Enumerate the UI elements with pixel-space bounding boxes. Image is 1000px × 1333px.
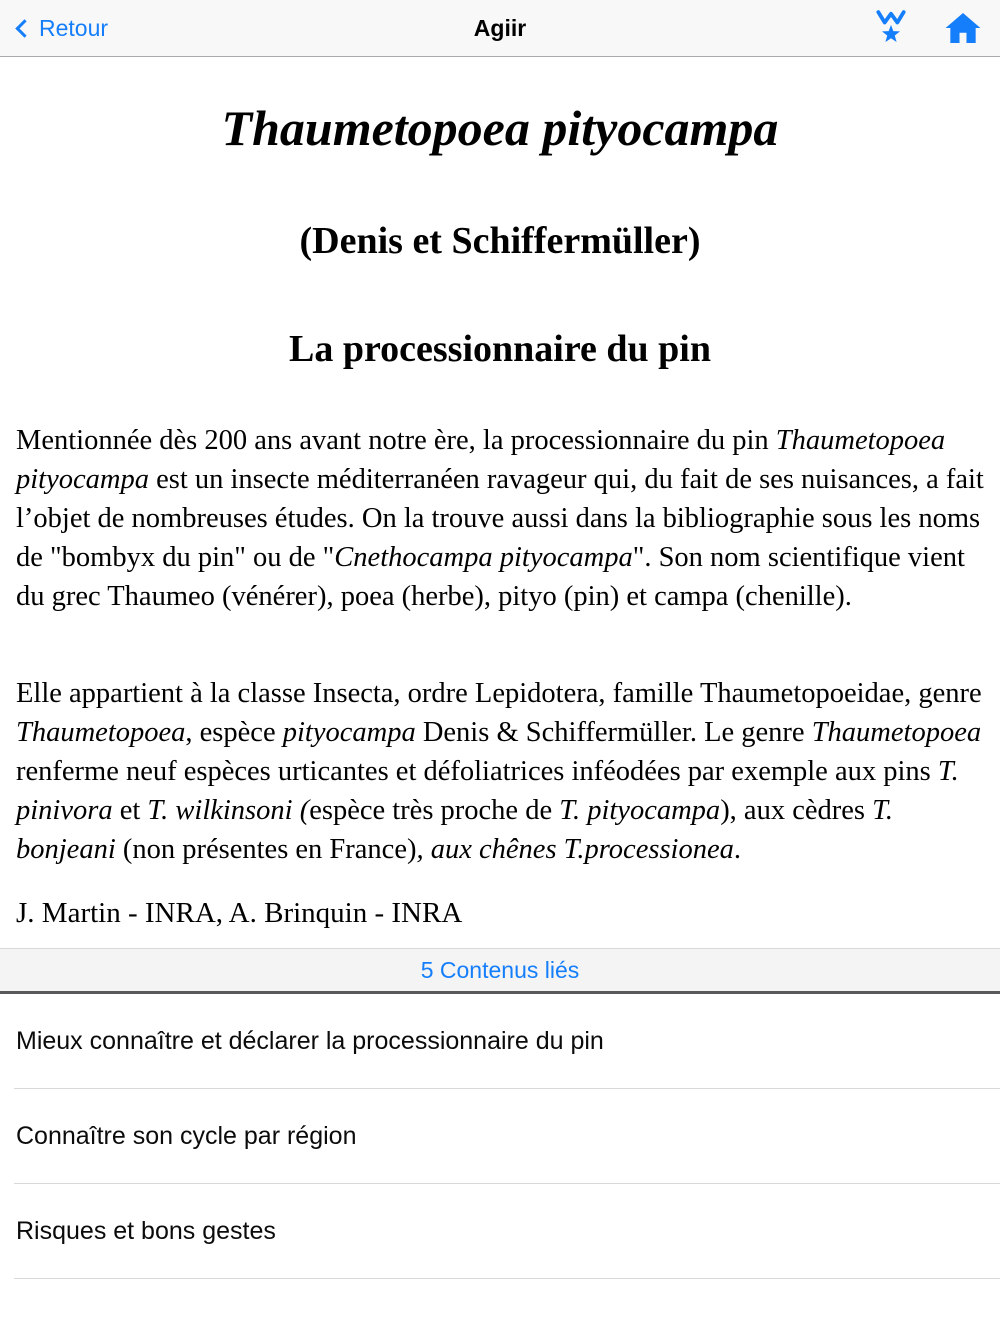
related-content-header xyxy=(0,948,1000,994)
list-item-declare[interactable] xyxy=(0,994,1000,1089)
article-author-names: (Denis et Schiffermüller) xyxy=(299,220,701,262)
navbar-actions xyxy=(872,9,982,47)
chevron-left-icon xyxy=(15,19,33,37)
authors-line: J. Martin - INRA, A. Brinquin - INRA xyxy=(16,897,463,929)
navigation-bar xyxy=(0,0,1000,57)
article-content xyxy=(0,99,1000,930)
list-item-label: Connaître son cycle par région xyxy=(16,1122,357,1150)
back-button-label: Retour xyxy=(39,14,109,41)
article-common-name: La processionnaire du pin xyxy=(289,328,711,370)
list-item-label: Risques et bons gestes xyxy=(16,1217,276,1245)
article-title: Thaumetopoea pityocampa xyxy=(221,100,779,156)
related-count-label: 5 Contenus liés xyxy=(420,956,580,983)
list-item-cycle[interactable] xyxy=(0,1089,1000,1184)
home-icon[interactable] xyxy=(944,9,982,47)
paragraph-2: Elle appartient à la classe Insecta, ordre Lepidotera, famille Thaumetopoeidae, genre Thaumetopoea, espèce pityocampa Denis & Schiffermüller. Le genre Thaumetopoea renferme neuf espèces urticantes et défoliatrices inféodées par exemple aux pins T. pinivora et T. wilkinsoni (espèce très proche de T. pityocampa), aux cèdres T. bonjeani (non présentes en France), aux chênes T.processionea. xyxy=(16,678,982,865)
list-item-label: Mieux connaître et déclarer la processionnaire du pin xyxy=(16,1027,604,1055)
list-item-risques[interactable] xyxy=(0,1184,1000,1279)
castle-star-icon[interactable] xyxy=(872,9,910,47)
related-list xyxy=(0,994,1000,1279)
paragraph-1: Mentionnée dès 200 ans avant notre ère, la processionnaire du pin Thaumetopoea pityocampa est un insecte méditerranéen ravageur qui, du fait de ses nuisances, a fait l’objet de nombreuses études. On la trouve aussi dans la bibliographie sous les noms de "bombyx du pin" ou de "Cnethocampa pityocampa". Son nom scientifique vient du grec Thaumeo (vénérer), poea (herbe), pityo (pin) et campa (chenille). xyxy=(16,425,984,612)
back-button[interactable] xyxy=(18,15,108,42)
page-title: Agiir xyxy=(473,14,527,41)
